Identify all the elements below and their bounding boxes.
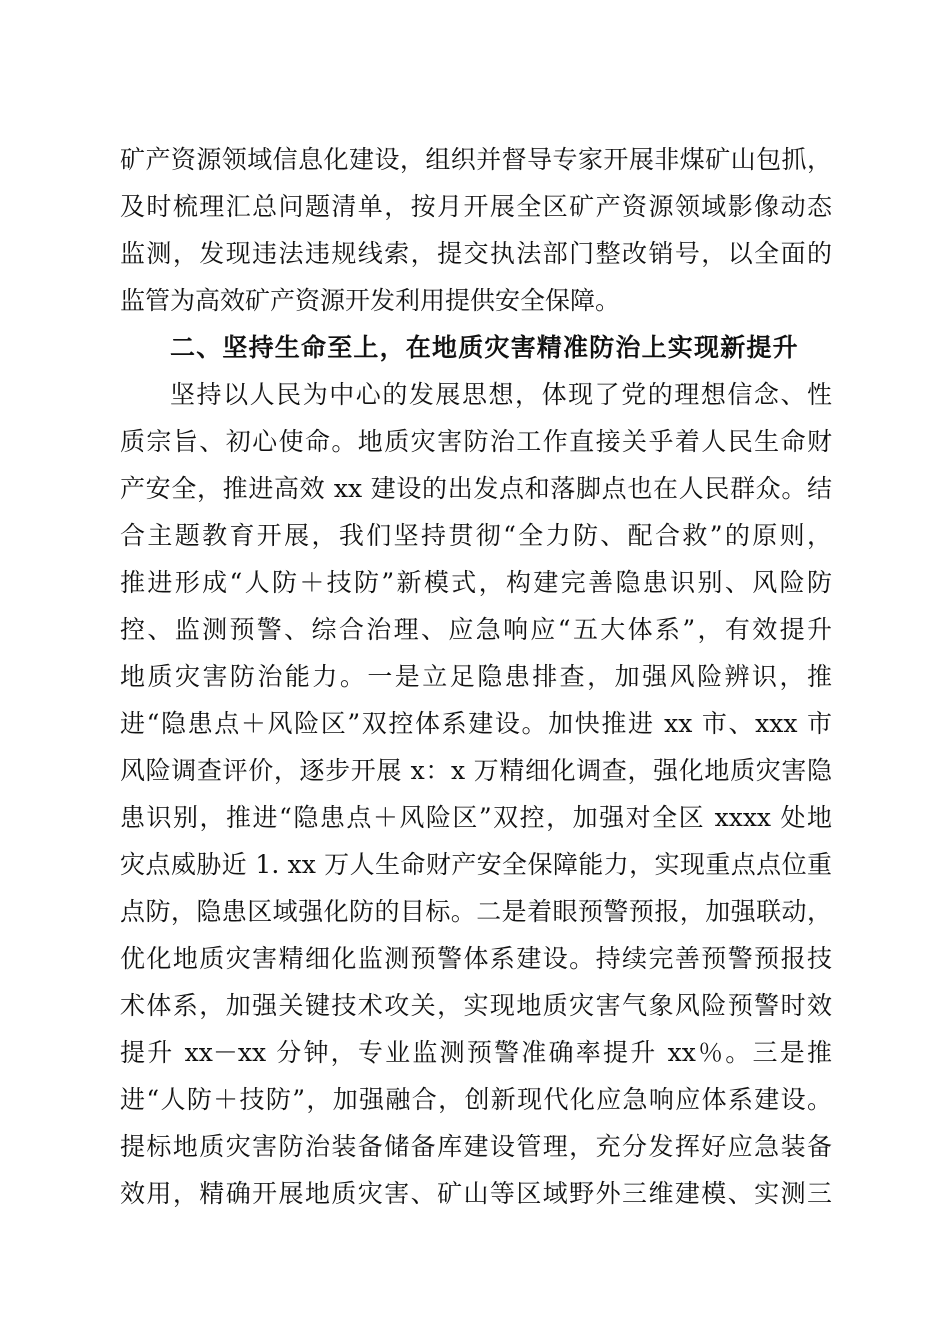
paragraph-2-line-11: 灾点威胁近 1. xx 万人生命财产安全保障能力，实现重点点位重 (120, 850, 832, 879)
paragraph-2-line-12: 点防，隐患区域强化防的目标。二是着眼预警预报，加强联动， (120, 897, 832, 926)
paragraph-2-line-14: 术体系，加强关键技术攻关，实现地质灾害气象风险预警时效 (120, 991, 832, 1020)
paragraph-1-line-1: 矿产资源领域信息化建设，组织并督导专家开展非煤矿山包抓， (120, 145, 832, 174)
paragraph-2-line-16: 进“人防＋技防”，加强融合，创新现代化应急响应体系建设。 (120, 1085, 832, 1114)
paragraph-2-line-18: 效用，精确开展地质灾害、矿山等区域野外三维建模、实测三 (120, 1179, 832, 1208)
paragraph-2-line-10: 患识别，推进“隐患点＋风险区”双控，加强对全区 xxxx 处地 (120, 803, 832, 832)
paragraph-2-line-5: 推进形成“人防＋技防”新模式，构建完善隐患识别、风险防 (120, 568, 832, 597)
paragraph-2-line-2: 质宗旨、初心使命。地质灾害防治工作直接关乎着人民生命财 (120, 427, 832, 456)
paragraph-2-line-17: 提标地质灾害防治装备储备库建设管理，充分发挥好应急装备 (120, 1132, 832, 1161)
paragraph-2-line-3: 产安全，推进高效 xx 建设的出发点和落脚点也在人民群众。结 (120, 474, 832, 503)
paragraph-2-line-13: 优化地质灾害精细化监测预警体系建设。持续完善预警预报技 (120, 944, 832, 973)
section-heading: 二、坚持生命至上，在地质灾害精准防治上实现新提升 (170, 333, 799, 362)
paragraph-2-line-9: 风险调查评价，逐步开展 x：x 万精细化调查，强化地质灾害隐 (120, 756, 832, 785)
paragraph-1-line-4: 监管为高效矿产资源开发利用提供安全保障。 (120, 286, 621, 315)
paragraph-1-line-2: 及时梳理汇总问题清单，按月开展全区矿产资源领域影像动态 (120, 192, 832, 221)
paragraph-2-line-8: 进“隐患点＋风险区”双控体系建设。加快推进 xx 市、xxx 市 (120, 709, 832, 738)
paragraph-2-line-1: 坚持以人民为中心的发展思想，体现了党的理想信念、性 (170, 380, 832, 409)
paragraph-1-line-3: 监测，发现违法违规线索，提交执法部门整改销号，以全面的 (120, 239, 832, 268)
paragraph-2-line-15: 提升 xx－xx 分钟，专业监测预警准确率提升 xx％。三是推 (120, 1038, 832, 1067)
paragraph-2-line-4: 合主题教育开展，我们坚持贯彻“全力防、配合救”的原则， (120, 521, 832, 550)
paragraph-2-line-7: 地质灾害防治能力。一是立足隐患排查，加强风险辨识，推 (120, 662, 832, 691)
paragraph-2-line-6: 控、监测预警、综合治理、应急响应“五大体系”，有效提升 (120, 615, 832, 644)
